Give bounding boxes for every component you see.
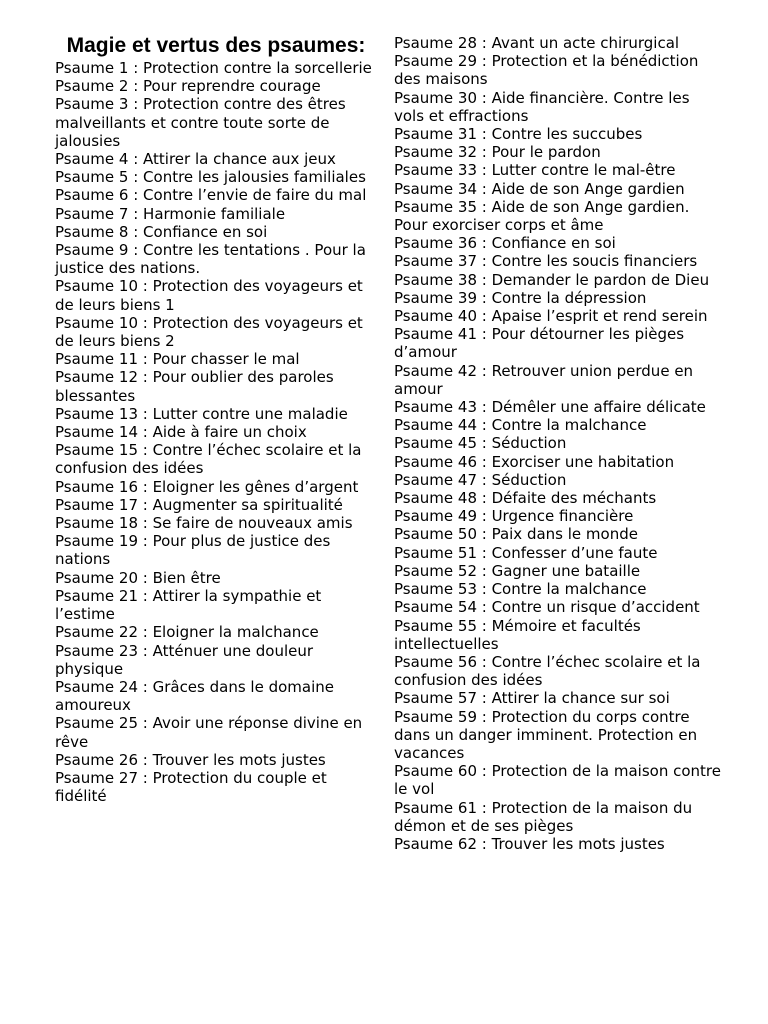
left-entry-list (55, 59, 377, 805)
psalm-entry: Psaume 10 : Protection des voyageurs et de leurs biens 2 (55, 313, 363, 351)
psalm-entry: Psaume 39 : Contre la dépression (394, 288, 647, 307)
psalm-entry: Psaume 23 : Atténuer une douleur physique (55, 641, 314, 678)
psalm-entry: Psaume 51 : Confesser d’une faute (394, 543, 658, 562)
psalm-entry: Psaume 20 : Bien être (55, 568, 221, 587)
psalm-entry: Psaume 9 : Contre les tentations . Pour la justice des nations. (55, 241, 366, 278)
psalm-entry: Psaume 41 : Pour détourner les pièges d’amour (394, 325, 685, 362)
psalm-entry: Psaume 19 : Pour plus de justice des nations (55, 532, 331, 569)
psalm-entry: Psaume 54 : Contre un risque d’accident (394, 598, 700, 617)
psalm-entry: Psaume 36 : Confiance en soi (394, 234, 616, 253)
psalm-entry: Psaume 30 : Aide financière. Contre les vols et effractions (394, 88, 690, 125)
page-title: Magie et vertus des psaumes: (66, 34, 366, 57)
psalm-entry: Psaume 11 : Pour chasser le mal (55, 350, 300, 369)
psalm-entry: Psaume 7 : Harmonie familiale (55, 204, 286, 223)
psalm-entry: Psaume 22 : Eloigner la malchance (55, 623, 319, 642)
psalm-entry: Psaume 2 : Pour reprendre courage (55, 77, 321, 96)
psalm-entry: Psaume 5 : Contre les jalousies familiales (55, 168, 366, 187)
psalm-entry: Psaume 31 : Contre les succubes (394, 125, 643, 144)
psalm-entry: Psaume 53 : Contre la malchance (394, 580, 647, 599)
left-column (55, 34, 377, 805)
psalm-entry: Psaume 29 : Protection et la bénédiction des maisons (394, 52, 699, 89)
psalm-entry: Psaume 21 : Attirer la sympathie et l’estime (55, 586, 322, 624)
psalm-entry: Psaume 56 : Contre l’échec scolaire et la confusion des idées (394, 652, 701, 690)
psalm-entry: Psaume 13 : Lutter contre une maladie (55, 404, 348, 423)
psalm-entry: Psaume 6 : Contre l’envie de faire du mal (55, 186, 367, 205)
psalm-entry: Psaume 47 : Séduction (394, 470, 567, 489)
psalm-entry: Psaume 4 : Attirer la chance aux jeux (55, 150, 336, 169)
psalm-entry: Psaume 35 : Aide de son Ange gardien. Pour exorciser corps et âme (394, 197, 690, 235)
psalm-entry: Psaume 48 : Défaite des méchants (394, 489, 657, 508)
psalm-entry: Psaume 16 : Eloigner les gênes d’argent (55, 477, 359, 496)
psalm-entry: Psaume 33 : Lutter contre le mal-être (394, 161, 676, 180)
psalm-entry: Psaume 28 : Avant un acte chirurgical (394, 34, 680, 52)
psalm-entry: Psaume 15 : Contre l’échec scolaire et la confusion des idées (55, 441, 362, 478)
psalm-entry: Psaume 24 : Grâces dans le domaine amoureux (55, 677, 334, 715)
psalm-entry: Psaume 40 : Apaise l’esprit et rend serein (394, 307, 708, 326)
psalm-entry: Psaume 43 : Démêler une affaire délicate (394, 398, 706, 417)
psalm-entry: Psaume 25 : Avoir une réponse divine en rêve (55, 714, 363, 751)
psalm-entry: Psaume 62 : Trouver les mots justes (394, 834, 665, 853)
psalm-entry: Psaume 42 : Retrouver union perdue en amour (394, 361, 694, 398)
psalm-entry: Psaume 10 : Protection des voyageurs et de leurs biens 1 (55, 277, 363, 314)
psalm-entry: Psaume 55 : Mémoire et facultés intellectuelles (394, 616, 641, 653)
psalm-entry: Psaume 45 : Séduction (394, 434, 567, 453)
psalm-entry: Psaume 1 : Protection contre la sorcellerie (55, 59, 372, 77)
psalm-entry: Psaume 37 : Contre les soucis financiers (394, 252, 698, 271)
psalm-entry: Psaume 38 : Demander le pardon de Dieu (394, 270, 710, 289)
psalm-entry: Psaume 34 : Aide de son Ange gardien (394, 179, 685, 198)
psalm-entry: Psaume 61 : Protection de la maison du démon et de ses pièges (394, 798, 693, 835)
psalm-entry: Psaume 57 : Attirer la chance sur soi (394, 689, 670, 708)
psalm-entry: Psaume 26 : Trouver les mots justes (55, 750, 326, 769)
right-column (394, 34, 724, 853)
psalm-entry: Psaume 17 : Augmenter sa spiritualité (55, 495, 343, 514)
psalm-entry: Psaume 14 : Aide à faire un choix (55, 423, 307, 442)
psalm-entry: Psaume 49 : Urgence financière (394, 507, 634, 526)
psalm-entry: Psaume 18 : Se faire de nouveaux amis (55, 514, 353, 533)
psalm-entry: Psaume 44 : Contre la malchance (394, 416, 647, 435)
psalm-entry: Psaume 32 : Pour le pardon (394, 143, 601, 162)
psalm-entry: Psaume 8 : Confiance en soi (55, 222, 268, 241)
psalm-entry: Psaume 52 : Gagner une bataille (394, 561, 641, 580)
psalm-entry: Psaume 59 : Protection du corps contre dans un danger imminent. Protection en vacances (394, 707, 698, 762)
right-entry-list (394, 34, 724, 853)
psalm-entry: Psaume 3 : Protection contre des êtres malveillants et contre toute sorte de jalousies (55, 95, 346, 150)
psalm-entry: Psaume 60 : Protection de la maison contre le vol (394, 762, 721, 799)
psalm-entry: Psaume 50 : Paix dans le monde (394, 525, 638, 544)
psalm-entry: Psaume 12 : Pour oublier des paroles blessantes (55, 368, 334, 405)
psalm-entry: Psaume 27 : Protection du couple et fidélité (55, 768, 327, 806)
psalm-entry: Psaume 46 : Exorciser une habitation (394, 452, 675, 471)
